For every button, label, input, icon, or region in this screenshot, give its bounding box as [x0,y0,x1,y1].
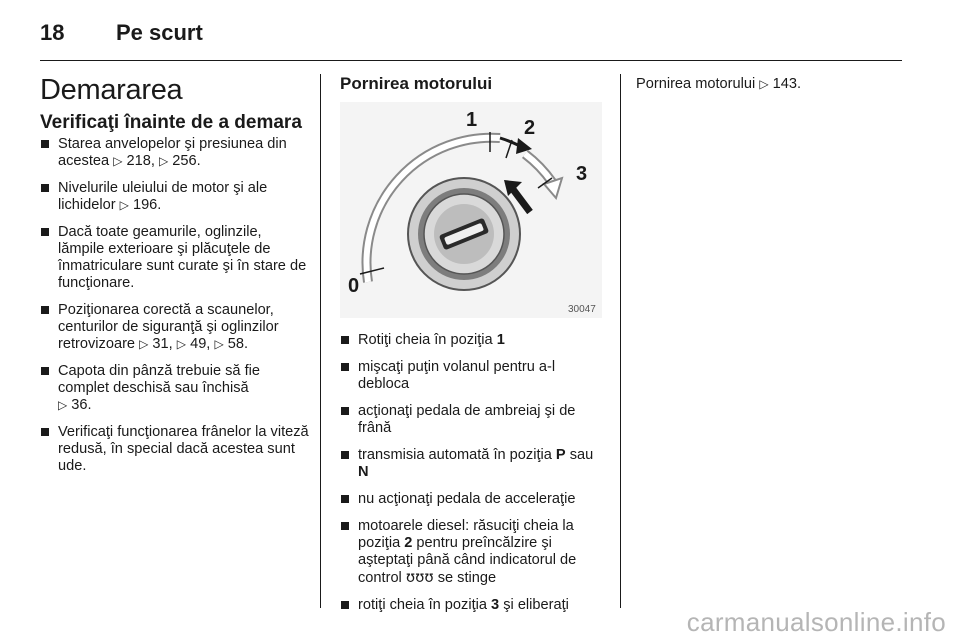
column-middle [340,74,602,624]
list-item: Dacă toate geamurile, oglinzile, lămpile exterioare şi plăcuţele de înmatriculare sunt curate şi în stare de funcţionare. [40,224,310,292]
list-item: rotiţi cheia în poziţia 3 şi eliberaţi [340,597,602,614]
list-item: Starea anvelopelor şi presiunea din acestea ▷ 218, ▷ 256. [40,136,310,170]
list-item: nu acţionaţi pedala de acceleraţie [340,491,602,508]
running-title: Pe scurt [116,20,203,45]
section-title: Demararea [40,74,183,106]
column-left [40,74,310,485]
continued-text: Pornirea motorului ▷ 143. [636,76,802,92]
column-divider-1 [320,74,321,608]
checks-list [40,136,310,475]
page-ref[interactable]: 58. [227,336,249,352]
figure-code: 30047 [568,304,596,315]
page-ref[interactable]: 143. [772,76,802,92]
page-ref-icon: ▷ [119,198,129,212]
list-item: Rotiţi cheia în poziţia 1 [340,332,602,349]
list-item: Nivelurile uleiului de motor şi ale lichidelor ▷ 196. [40,180,310,214]
page-ref[interactable]: 218, [126,153,155,169]
engine-start-steps [340,332,602,614]
page-ref-icon: ▷ [139,337,149,351]
page-header [40,18,203,48]
list-item: Capota din pânză trebuie să fie complet deschisă sau închisă ▷ 36. [40,363,310,414]
page-ref-icon: ▷ [158,154,169,168]
list-item: motoarele diesel: răsuciţi cheia la poziţia 2 pentru preîncălzire şi aşteptaţi până când indicatorul de control ʊʊʊ se stinge [340,518,602,587]
page-ref[interactable]: 256. [172,153,201,169]
page-ref-icon: ▷ [176,337,187,351]
checks-title: Verificaţi înainte de a demara [40,112,302,133]
position-label-3: 3 [576,163,588,185]
page-ref[interactable]: 196. [132,197,162,213]
position-label-1: 1 [466,109,478,131]
list-item: transmisia automată în poziţia P sau N [340,447,602,481]
position-label-0: 0 [348,275,360,297]
page-number: 18 [40,20,65,45]
column-divider-2 [620,74,621,608]
list-item: mişcaţi puţin volanul pentru a-l debloca [340,359,602,393]
page-ref[interactable]: 49, [190,336,211,352]
page-ref-icon: ▷ [759,77,769,91]
column-right [636,74,906,93]
page-ref[interactable]: 31, [152,336,173,352]
list-item: acţionaţi pedala de ambreiaj şi de frână [340,403,602,437]
glow-plug-icon: ʊʊʊ [405,568,434,586]
page-ref[interactable]: 36. [71,397,92,413]
page-ref-icon: ▷ [214,337,224,351]
position-label-2: 2 [524,117,536,139]
list-item: Verificaţi funcţionarea frânelor la viteză redusă, în special dacă acestea sunt ude. [40,424,310,475]
watermark: carmanualsonline.info [686,607,946,637]
page-ref-icon: ▷ [58,398,68,412]
header-rule [40,60,902,61]
page-ref-icon: ▷ [113,154,123,168]
engine-start-title: Pornirea motorului [340,74,493,93]
ignition-switch-illustration [340,102,602,318]
list-item: Poziţionarea corectă a scaunelor, centurilor de siguranţă şi oglinzilor retrovizoare ▷ 31, ▷ 49, ▷ 58. [40,302,310,353]
